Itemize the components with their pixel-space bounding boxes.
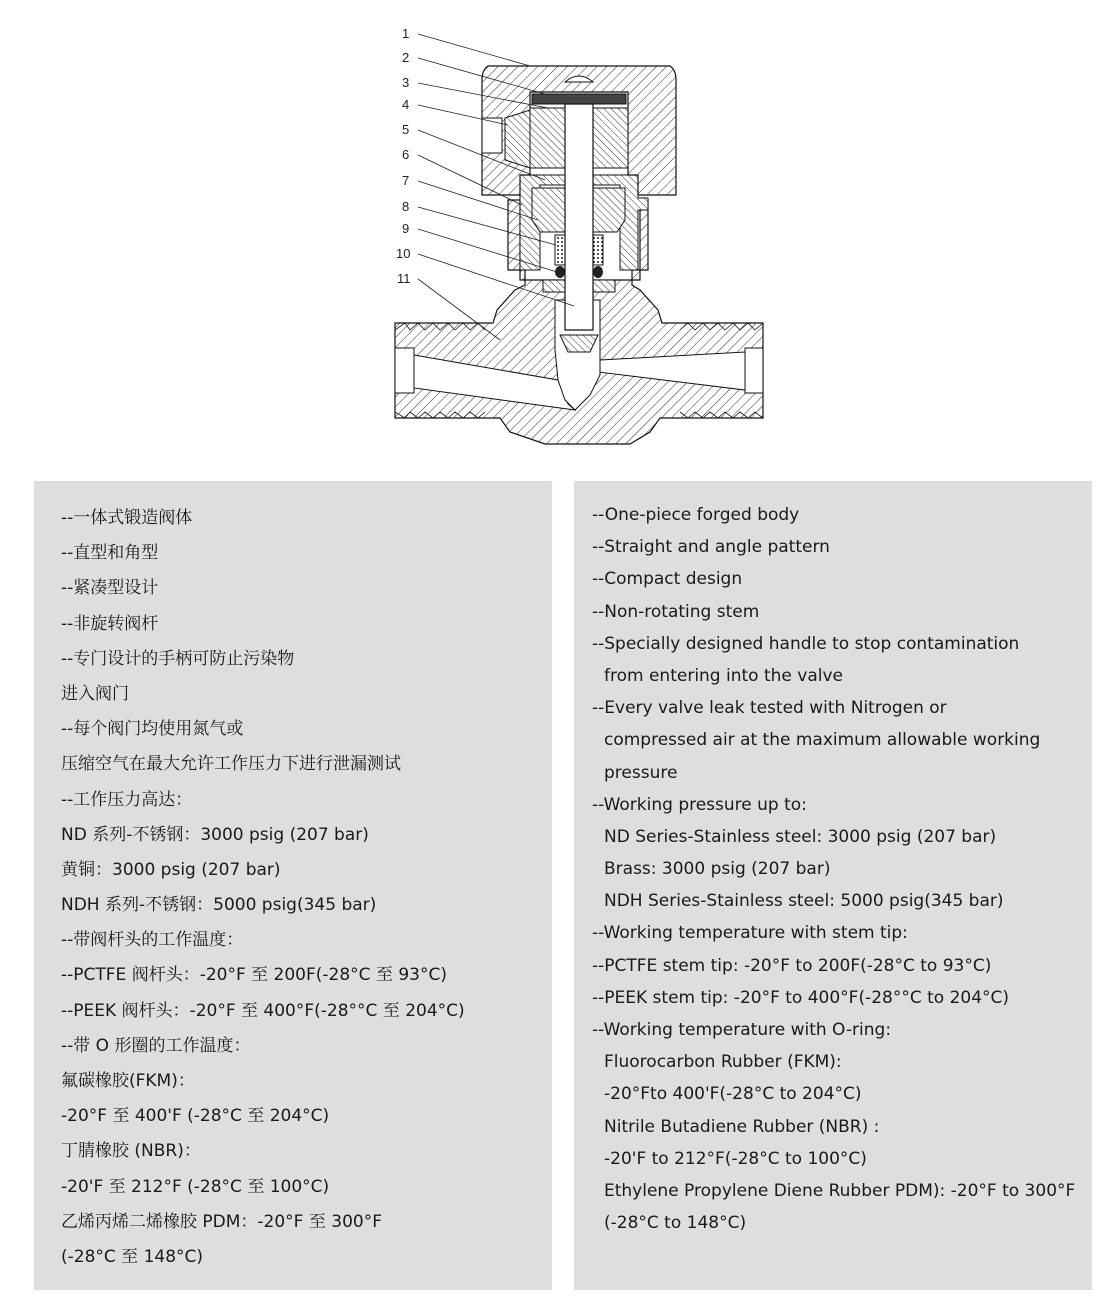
feature-line-cn: --专门设计的手柄可防止污染物 [61, 648, 295, 669]
feature-line-cn: -20°F 至 400'F (-28°C 至 204°C) [61, 1106, 330, 1127]
feature-line-en: --Working pressure up to: [592, 794, 807, 815]
feature-line-cn: 丁腈橡胶 (NBR)： [61, 1141, 201, 1162]
callout-7: 7 [402, 173, 410, 188]
feature-line-en: --Specially designed handle to stop contamination [592, 633, 1020, 654]
feature-line-cn: --每个阀门均使用氮气或 [61, 719, 244, 740]
feature-line-cn: 黄铜：3000 psig (207 bar) [61, 859, 281, 880]
feature-line-en: Nitrile Butadiene Rubber (NBR) : [604, 1116, 880, 1137]
features-panel-english [574, 481, 1092, 1290]
feature-line-en: Brass: 3000 psig (207 bar) [604, 859, 831, 880]
callout-9: 9 [402, 221, 410, 236]
feature-line-cn: --带 O 形圈的工作温度： [61, 1035, 251, 1056]
set-plate [532, 94, 626, 104]
feature-line-en: ND Series-Stainless steel: 3000 psig (207 bar) [604, 826, 997, 847]
feature-line-cn: 压缩空气在最大允许工作压力下进行泄漏测试 [61, 754, 401, 775]
valve-cross-section-diagram [380, 20, 780, 450]
feature-line-cn: NDH 系列-不锈钢：5000 psig(345 bar) [61, 895, 377, 916]
feature-line-en: --PCTFE stem tip: -20°F to 200F(-28°C to 93°C) [592, 955, 992, 976]
feature-line-cn: 乙烯丙烯二烯橡胶 PDM：-20°F 至 300°F [61, 1211, 382, 1232]
feature-line-en: --Working temperature with stem tip: [592, 923, 908, 944]
feature-line-cn: --工作压力高达： [61, 789, 193, 810]
feature-line-cn: (-28°C 至 148°C) [61, 1246, 204, 1267]
feature-line-en: Ethylene Propylene Diene Rubber PDM): -20°F to 300°F [604, 1180, 1076, 1201]
feature-line-cn: ND 系列-不锈钢：3000 psig (207 bar) [61, 824, 369, 845]
features-panel-chinese [34, 481, 552, 1290]
feature-line-en: from entering into the valve [604, 665, 843, 686]
feature-line-en: pressure [604, 762, 678, 783]
feature-line-cn: 氟碳橡胶(FKM)： [61, 1071, 195, 1091]
feature-line-en: --Every valve leak tested with Nitrogen or [592, 698, 947, 719]
feature-line-en: -20'F to 212°F(-28°C to 100°C) [604, 1148, 867, 1169]
callout-10: 10 [396, 246, 411, 261]
callout-2: 2 [402, 50, 410, 65]
stem [560, 104, 598, 352]
feature-line-cn: 进入阀门 [61, 683, 129, 704]
feature-line-cn: --紧凑型设计 [61, 578, 159, 599]
feature-line-en: compressed air at the maximum allowable working [604, 730, 1041, 751]
feature-line-en: --Non-rotating stem [592, 601, 760, 622]
feature-line-en: --PEEK stem tip: -20°F to 400°F(-28°°C to 204°C) [592, 987, 1010, 1008]
callout-11: 11 [397, 271, 411, 286]
feature-line-en: Fluorocarbon Rubber (FKM): [604, 1052, 842, 1073]
feature-line-cn: --直型和角型 [61, 543, 159, 564]
feature-line-cn: --一体式锻造阀体 [61, 508, 193, 528]
callout-4: 4 [402, 97, 410, 112]
feature-line-cn: --带阀杆头的工作温度： [61, 930, 244, 951]
callout-1: 1 [402, 26, 410, 41]
callout-8: 8 [402, 199, 410, 214]
feature-line-cn: --PCTFE 阀杆头：-20°F 至 200F(-28°C 至 93°C) [61, 965, 447, 986]
feature-line-en: --Straight and angle pattern [592, 537, 830, 558]
feature-line-en: (-28°C to 148°C) [604, 1213, 747, 1234]
feature-line-cn: --非旋转阀杆 [61, 613, 159, 634]
feature-line-cn: --PEEK 阀杆头：-20°F 至 400°F(-28°°C 至 204°C) [61, 1000, 465, 1021]
feature-line-en: --Compact design [592, 569, 743, 590]
feature-line-en: --Working temperature with O-ring: [592, 1020, 892, 1040]
callout-6: 6 [402, 147, 410, 162]
callout-3: 3 [402, 75, 410, 90]
feature-line-en: -20°Fto 400'F(-28°C to 204°C) [604, 1084, 862, 1105]
feature-line-cn: -20'F 至 212°F (-28°C 至 100°C) [61, 1176, 330, 1197]
callout-5: 5 [402, 122, 410, 137]
feature-line-en: NDH Series-Stainless steel: 5000 psig(345 bar) [604, 891, 1004, 912]
feature-line-en: --One-piece forged body [592, 505, 800, 525]
